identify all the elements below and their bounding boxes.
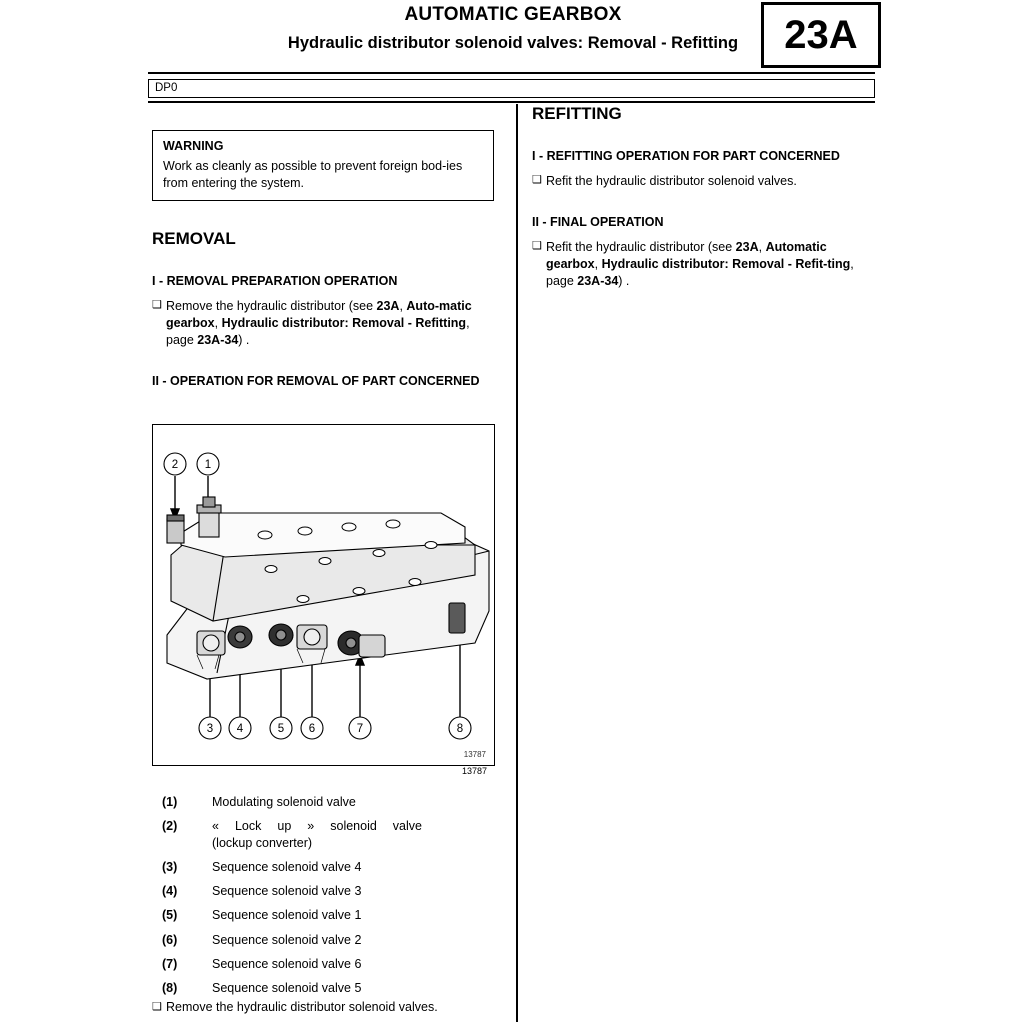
legend-item — [152, 818, 497, 851]
column-divider — [516, 104, 518, 1022]
chapter-code-box — [761, 2, 881, 68]
warning-title: WARNING — [163, 139, 224, 153]
callout-4: 4 — [236, 723, 244, 735]
callout-7: 7 — [356, 723, 364, 735]
legend-number: (3) — [162, 859, 178, 874]
right-column — [532, 104, 880, 290]
legend-label-line1: « Lock up » solenoid valve — [212, 819, 422, 834]
legend-item — [152, 932, 497, 948]
warning-text: Work as cleanly as possible to prevent foreign bod-ies from entering the system. — [163, 159, 463, 190]
warning-box — [152, 130, 494, 201]
legend-number: (8) — [162, 981, 178, 995]
legend-number: (4) — [162, 884, 178, 898]
legend-item — [152, 956, 497, 972]
refitting-part2-bullet-text: Refit the hydraulic distributor (see 23A, Automatic gearbox, Hydraulic distributor: Removal - Refit-ting, page 23A-34) . — [546, 240, 854, 289]
subcode-box — [148, 79, 875, 98]
legend-number: (2) — [162, 819, 178, 834]
legend-item — [152, 907, 497, 923]
legend-number: (5) — [162, 908, 178, 923]
legend-item — [152, 794, 497, 810]
subcode-label: DP0 — [155, 82, 178, 94]
removal-heading: REMOVAL — [152, 229, 236, 248]
legend-label: Modulating solenoid valve — [212, 795, 356, 809]
callout-2: 2 — [171, 459, 179, 471]
refitting-part1-heading: I - REFITTING OPERATION FOR PART CONCERNED — [532, 149, 840, 163]
removal-final-bullet-text: Remove the hydraulic distributor solenoid valves. — [166, 1000, 438, 1014]
figure-id-inner: 13787 — [463, 750, 486, 759]
refitting-heading: REFITTING — [532, 104, 622, 123]
callout-6: 6 — [308, 723, 316, 735]
checkbox-icon: ❑ — [152, 1001, 162, 1013]
legend-label: Sequence solenoid valve 4 — [212, 859, 362, 874]
callout-8: 8 — [456, 723, 464, 735]
legend-item — [152, 980, 497, 996]
removal-part1-bullet — [152, 298, 497, 349]
subheader-rule — [148, 101, 875, 103]
legend-label-line2: (lockup converter) — [212, 835, 313, 850]
page-subtitle: Hydraulic distributor solenoid valves: Removal - Refitting — [287, 34, 739, 52]
legend-label — [212, 818, 422, 851]
legend-label: Sequence solenoid valve 6 — [212, 956, 362, 971]
left-column — [152, 110, 497, 389]
legend-number: (1) — [162, 795, 178, 809]
refitting-part1-bullet — [532, 173, 880, 190]
checkbox-icon: ❑ — [532, 174, 542, 187]
legend-label: Sequence solenoid valve 1 — [212, 908, 362, 923]
legend-number: (6) — [162, 932, 178, 947]
figure-legend — [152, 794, 497, 1004]
removal-part1-heading: I - REMOVAL PREPARATION OPERATION — [152, 274, 398, 288]
legend-label: Sequence solenoid valve 3 — [212, 884, 362, 898]
refitting-part1-bullet-text: Refit the hydraulic distributor solenoid valves. — [546, 174, 797, 189]
figure-id-outer: 13787 — [462, 766, 488, 776]
callout-3: 3 — [206, 723, 214, 735]
legend-item — [152, 883, 497, 899]
legend-label: Sequence solenoid valve 5 — [212, 981, 362, 995]
refitting-part2-heading: II - FINAL OPERATION — [532, 215, 664, 230]
removal-part1-bullet-text: Remove the hydraulic distributor (see 23A, Auto-matic gearbox, Hydraulic distributor: Removal - Refitting, page 23A-34) . — [166, 299, 472, 347]
legend-item — [152, 859, 497, 875]
page-title: AUTOMATIC GEARBOX — [404, 4, 622, 25]
removal-part2-heading: II - OPERATION FOR REMOVAL OF PART CONCERNED — [152, 373, 480, 388]
legend-number: (7) — [162, 956, 178, 971]
checkbox-icon: ❑ — [152, 299, 162, 312]
removal-final-bullet — [152, 1000, 497, 1016]
header-rule — [148, 72, 875, 74]
refitting-part2-bullet — [532, 239, 880, 290]
chapter-code: 23A — [784, 13, 858, 57]
checkbox-icon: ❑ — [532, 240, 542, 253]
legend-label: Sequence solenoid valve 2 — [212, 932, 362, 947]
figure-hydraulic-distributor — [152, 424, 495, 766]
callout-1: 1 — [204, 459, 212, 471]
callout-5: 5 — [277, 723, 285, 735]
solenoid-valve-diagram — [153, 425, 494, 765]
